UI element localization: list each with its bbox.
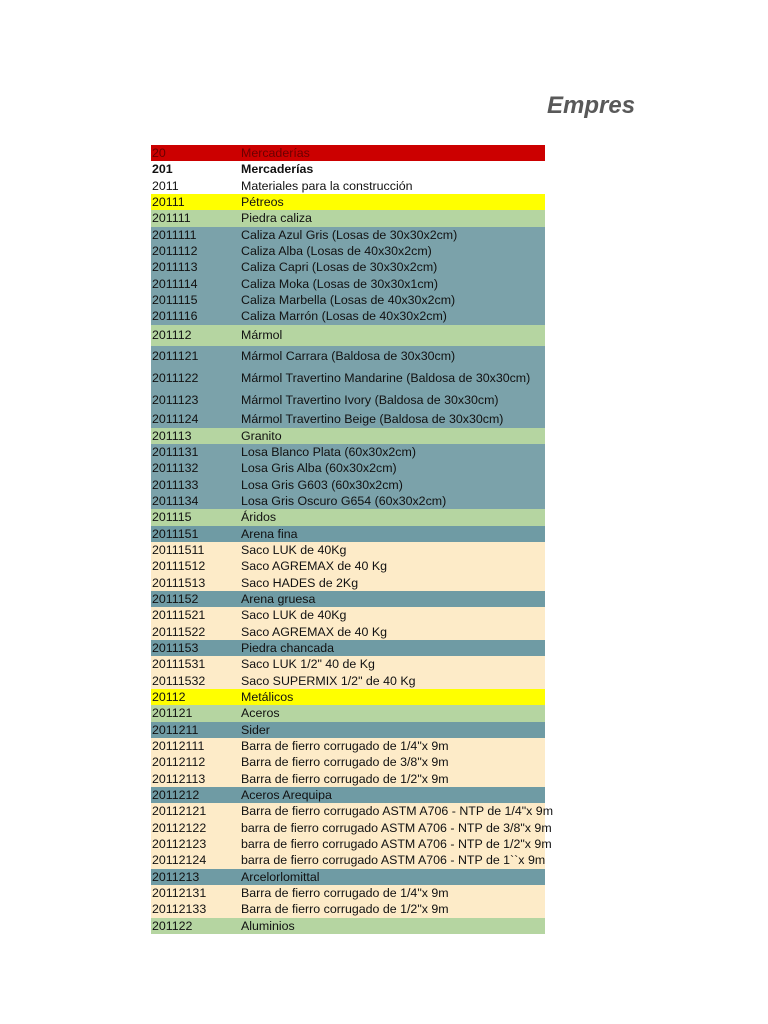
account-code: 2011116 — [152, 309, 198, 324]
table-row[interactable] — [151, 145, 545, 161]
account-code: 20112111 — [152, 739, 205, 754]
account-description: Materiales para la construcción — [241, 178, 413, 193]
account-code: 20112133 — [152, 902, 207, 917]
account-code: 2011153 — [152, 640, 199, 655]
account-description: Caliza Moka (Losas de 30x30x1cm) — [241, 276, 438, 291]
account-description: Mármol — [241, 327, 283, 342]
table-row[interactable] — [151, 640, 545, 656]
account-description: Mármol Travertino Beige (Baldosa de 30x30cm) — [241, 412, 504, 427]
account-code: 2011211 — [152, 722, 199, 737]
table-row[interactable] — [151, 869, 545, 885]
table-row[interactable] — [151, 368, 545, 390]
account-description: Aceros Arequipa — [241, 788, 332, 803]
account-description: Barra de fierro corrugado de 1/4"x 9m — [241, 886, 449, 901]
account-description: Mármol Travertino Mandarine (Baldosa de 30x30cm) — [241, 370, 531, 385]
account-code: 20112123 — [152, 837, 207, 852]
account-description: Barra de fierro corrugado ASTM A706 - NTP de 1/4"x 9m — [241, 804, 554, 819]
table-row[interactable] — [151, 509, 545, 525]
table-row[interactable] — [151, 656, 545, 672]
account-code: 2011134 — [152, 493, 199, 508]
table-row[interactable] — [151, 210, 545, 226]
account-description: Aluminios — [241, 918, 295, 933]
account-description: Mercaderías — [241, 162, 314, 177]
table-row[interactable] — [151, 901, 545, 917]
account-code: 2011 — [152, 178, 179, 193]
account-code: 20112113 — [152, 771, 206, 786]
table-row[interactable] — [151, 836, 552, 852]
account-description: Barra de fierro corrugado de 1/2"x 9m — [241, 902, 449, 917]
table-row[interactable] — [151, 852, 545, 868]
account-code: 20111521 — [152, 608, 206, 623]
account-description: Saco AGREMAX de 40 Kg — [241, 624, 388, 639]
account-description: Granito — [241, 428, 282, 443]
account-description: Arena fina — [241, 526, 298, 541]
account-code: 20111531 — [152, 657, 206, 672]
account-code: 2011123 — [152, 392, 199, 407]
account-description: barra de fierro corrugado ASTM A706 - NTP de 3/8"x 9m — [241, 820, 552, 835]
account-code: 20111511 — [152, 542, 205, 557]
account-description: Caliza Marrón (Losas de 40x30x2cm) — [241, 309, 447, 324]
table-row[interactable] — [151, 624, 545, 640]
account-code: 20112112 — [152, 755, 206, 770]
account-code: 20112 — [152, 690, 186, 704]
account-code: 2011152 — [152, 591, 199, 606]
account-description: Caliza Capri (Losas de 30x30x2cm) — [241, 260, 438, 275]
account-description: Saco LUK de 40Kg — [241, 608, 347, 623]
account-code: 2011121 — [152, 349, 199, 364]
account-description: Mercaderías — [241, 146, 310, 160]
account-code: 2011112 — [152, 244, 198, 259]
account-description: Caliza Marbella (Losas de 40x30x2cm) — [241, 293, 456, 308]
table-row[interactable] — [151, 722, 545, 738]
table-row[interactable] — [151, 346, 545, 368]
account-code: 2011133 — [152, 477, 199, 492]
table-row[interactable] — [151, 390, 545, 412]
account-code: 201111 — [152, 211, 191, 226]
account-description: barra de fierro corrugado ASTM A706 - NTP de 1/2"x 9m — [241, 837, 552, 852]
account-description: Losa Gris G603 (60x30x2cm) — [241, 477, 403, 492]
table-row[interactable] — [151, 325, 545, 347]
account-description: Barra de fierro corrugado de 3/8"x 9m — [241, 755, 449, 770]
account-code: 201122 — [152, 918, 193, 933]
account-description: Saco LUK 1/2" 40 de Kg — [241, 657, 375, 672]
account-code: 2011212 — [152, 788, 200, 803]
table-row[interactable] — [151, 575, 545, 591]
account-description: Áridos — [241, 510, 277, 525]
table-row[interactable] — [151, 558, 545, 574]
table-row[interactable] — [151, 308, 545, 324]
account-code: 2011122 — [152, 370, 199, 385]
account-description: Caliza Alba (Losas de 40x30x2cm) — [241, 244, 432, 259]
account-code: 20112122 — [152, 820, 207, 835]
table-row[interactable] — [151, 820, 552, 836]
table-row[interactable] — [151, 259, 545, 275]
account-description: barra de fierro corrugado ASTM A706 - NTP de 1``x 9m — [241, 853, 546, 868]
table-row[interactable] — [151, 493, 545, 509]
table-row[interactable] — [151, 754, 545, 770]
account-code: 2011111 — [152, 227, 197, 242]
table-row[interactable] — [151, 161, 545, 177]
account-code: 201115 — [152, 510, 192, 525]
account-code: 2011131 — [152, 444, 199, 459]
table-row[interactable] — [151, 705, 545, 721]
table-row[interactable] — [151, 771, 545, 787]
table-row[interactable] — [151, 803, 554, 819]
account-code: 2011115 — [152, 293, 198, 308]
table-row[interactable] — [151, 738, 545, 754]
account-code: 20 — [152, 146, 166, 160]
account-code: 20112131 — [152, 886, 207, 901]
account-code: 2011113 — [152, 260, 198, 275]
page-title: Empres — [547, 92, 636, 119]
account-code: 201121 — [152, 706, 193, 721]
account-description: Piedra caliza — [241, 211, 312, 226]
table-row[interactable] — [151, 411, 545, 427]
account-code: 2011114 — [152, 276, 198, 291]
account-description: Caliza Azul Gris (Losas de 30x30x2cm) — [241, 227, 458, 242]
table-row[interactable] — [151, 885, 545, 901]
account-code: 2011151 — [152, 526, 199, 541]
table-row[interactable] — [151, 292, 545, 308]
table-row[interactable] — [151, 276, 545, 292]
account-description: Losa Gris Alba (60x30x2cm) — [241, 461, 397, 476]
account-description: Arena gruesa — [241, 591, 316, 606]
account-description: Pétreos — [241, 195, 284, 210]
account-code: 20111 — [152, 195, 185, 210]
account-code: 2011124 — [152, 412, 199, 427]
table-row[interactable] — [151, 918, 545, 934]
account-code: 20112121 — [152, 804, 207, 819]
table-row[interactable] — [151, 526, 545, 542]
table-row[interactable] — [151, 477, 545, 493]
account-description: Mármol Travertino Ivory (Baldosa de 30x30cm) — [241, 392, 499, 407]
account-description: Saco SUPERMIX 1/2" de 40 Kg — [241, 673, 416, 688]
table-row[interactable] — [151, 243, 545, 259]
table-row[interactable] — [151, 178, 545, 194]
account-code: 20111513 — [152, 575, 206, 590]
account-description: Losa Gris Oscuro G654 (60x30x2cm) — [241, 493, 447, 508]
table-row[interactable] — [151, 428, 545, 444]
table-row[interactable] — [151, 460, 545, 476]
table-row[interactable] — [151, 194, 545, 210]
table-row[interactable] — [151, 591, 545, 607]
account-description: Metálicos — [241, 690, 294, 704]
account-code: 201 — [152, 162, 173, 177]
table-row[interactable] — [151, 673, 545, 689]
account-description: Arcelorlomittal — [241, 869, 320, 884]
account-description: Barra de fierro corrugado de 1/2"x 9m — [241, 771, 449, 786]
account-description: Barra de fierro corrugado de 1/4"x 9m — [241, 739, 449, 754]
account-description: Mármol Carrara (Baldosa de 30x30cm) — [241, 349, 456, 364]
account-code: 201113 — [152, 428, 192, 443]
account-description: Saco HADES de 2Kg — [241, 575, 359, 590]
account-code: 201112 — [152, 327, 192, 342]
account-description: Saco LUK de 40Kg — [241, 542, 347, 557]
account-description: Losa Blanco Plata (60x30x2cm) — [241, 444, 416, 459]
table-row[interactable] — [151, 787, 545, 803]
table-row[interactable] — [151, 607, 545, 623]
table-row[interactable] — [151, 542, 545, 558]
table-row[interactable] — [151, 444, 545, 460]
table-row[interactable] — [151, 689, 545, 705]
account-description: Piedra chancada — [241, 640, 334, 655]
account-code: 20112124 — [152, 853, 207, 868]
account-table — [151, 145, 571, 934]
account-description: Saco AGREMAX de 40 Kg — [241, 559, 388, 574]
account-code: 20111512 — [152, 559, 206, 574]
account-code: 20111522 — [152, 624, 206, 639]
account-code: 20111532 — [152, 673, 206, 688]
account-description: Aceros — [241, 706, 280, 721]
account-code: 2011213 — [152, 869, 200, 884]
account-description: Sider — [241, 722, 270, 737]
table-row[interactable] — [151, 227, 545, 243]
account-code: 2011132 — [152, 461, 199, 476]
